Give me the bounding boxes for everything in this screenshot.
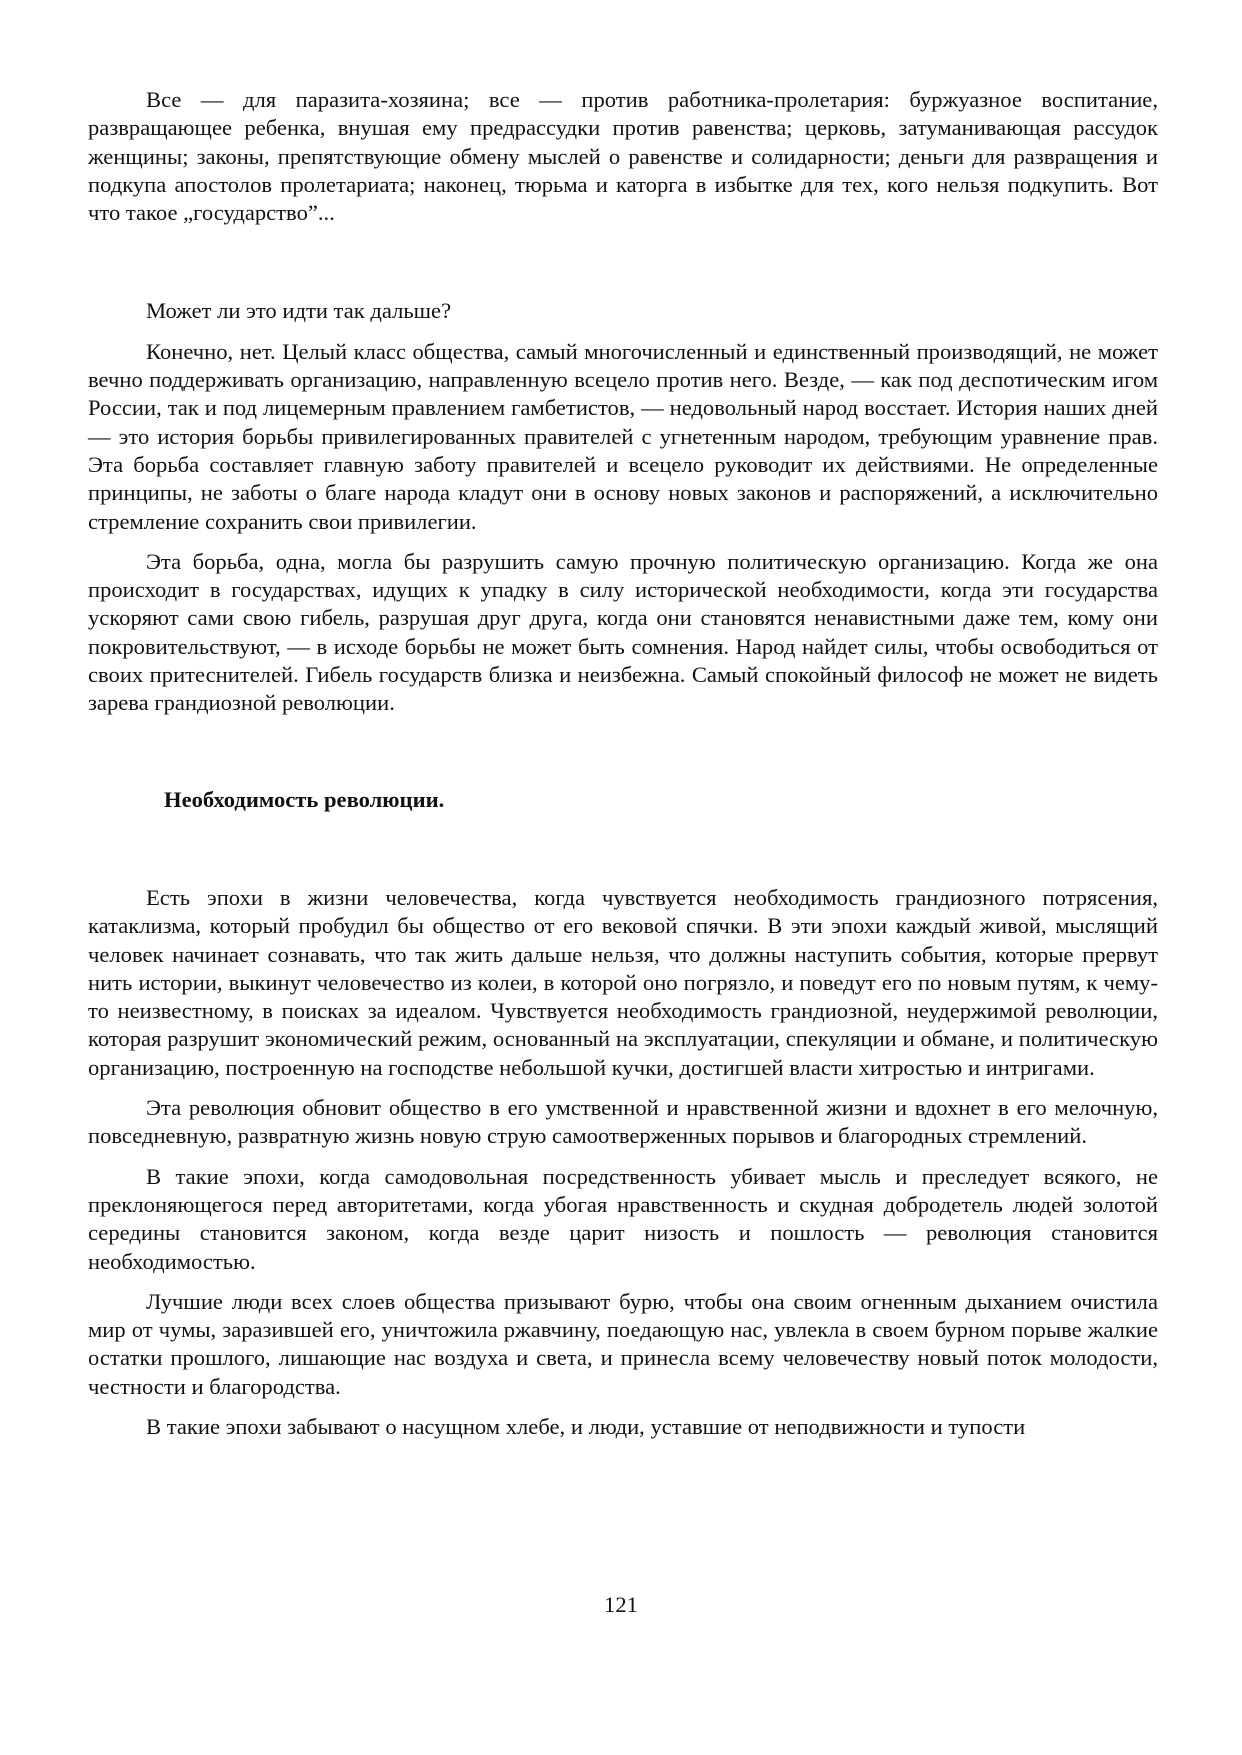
paragraph-renewal: Эта революция обновит общество в его умственной и нравственной жизни и вдохнет в его мелочную, повседневную, развратную жизнь новую струю самоотверженных порывов и благородных стремлений. <box>88 1095 1158 1149</box>
paragraph-mediocrity: В такие эпохи, когда самодовольная посредственность убивает мысль и преследует всякого, не преклоняющегося перед авторитетами, когда убогая нравственность и скудная добродетель людей золотой середины становится законом, когда везде царит низость и пошлость — революция становится необходимостью. <box>88 1163 1158 1274</box>
section-heading: Необходимость революции. <box>164 786 445 812</box>
paragraph-question: Может ли это идти так дальше? <box>146 298 452 324</box>
document-page <box>88 86 1158 1441</box>
paragraph-fall-of-states: Эта борьба, одна, могла бы разрушить самую прочную политическую организацию. Когда же она происходит в государствах, идущих к упадку в силу исторической необходимости, когда эти государства ускоряют сами свою гибель, разрушая друг друга, когда они становятся ненавистными даже тем, кому они покровительствуют, — в исходе борьбы не может быть сомнения. Народ найдет силы, чтобы освободиться от своих притеснителей. Гибель государств близка и неизбежна. Самый спокойный философ не может не видеть зарева грандиозной революции. <box>88 548 1158 716</box>
paragraph-storm: Лучшие люди всех слоев общества призывают бурю, чтобы она своим огненным дыханием очистила мир от чумы, заразившей его, уничтожила ржавчину, поедающую нас, увлекла в своем бурном порыве жалкие остатки прошлого, лишающие нас воздуха и света, и принесла всему человечеству новый поток молодости, честности и благородства. <box>88 1288 1158 1399</box>
paragraph-class-struggle: Конечно, нет. Целый класс общества, самый многочисленный и единственный производящий, не может вечно поддерживать организацию, направленную всецело против него. Везде, — как под деспотическим игом России, так и под лицемерным правлением гамбетистов, — недовольный народ восстает. История наших дней — это история борьбы привилегированных правителей с угнетенным народом, требующим уравнение прав. Эта борьба составляет главную заботу правителей и всецело руководит их действиями. Не определенные принципы, не заботы о благе народа кладут они в основу новых законов и распоряжений, а исключительно стремление сохранить свои привилегии. <box>88 338 1158 534</box>
page-number: 121 <box>604 1592 638 1617</box>
paragraph-daily-bread: В такие эпохи забывают о насущном хлебе, и люди, уставшие от неподвижности и тупости <box>146 1413 1026 1439</box>
paragraph-state-critique: Все — для паразита-хозяина; все — против работника-пролетария: буржуазное воспитание, развращающее ребенка, внушая ему предрассудки против равенства; церковь, затуманивающая рассудок женщины; законы, препятствующие обмену мыслей о равенстве и солидарности; деньги для развращения и подкупа апостолов пролетариата; наконец, тюрьма и каторга в избытке для тех, кого нельзя подкупить. Вот что такое „государство”... <box>88 87 1158 226</box>
paragraph-epochs: Есть эпохи в жизни человечества, когда чувствуется необходимость грандиозного потрясения, катаклизма, который пробудил бы общество от его вековой спячки. В эти эпохи каждый живой, мыслящий человек начинает сознавать, что так жить дальше нельзя, что должны наступить события, которые прервут нить истории, выкинут человечество из колеи, в которой оно погрязло, и поведут его по новым путям, к чему-то неизвестному, в поисках за идеалом. Чувствуется необходимость грандиозной, неудержимой революции, которая разрушит экономический режим, основанный на эксплуатации, спекуляции и обмане, и политическую организацию, построенную на господстве небольшой кучки, достигшей власти хитростью и интригами. <box>88 884 1158 1080</box>
